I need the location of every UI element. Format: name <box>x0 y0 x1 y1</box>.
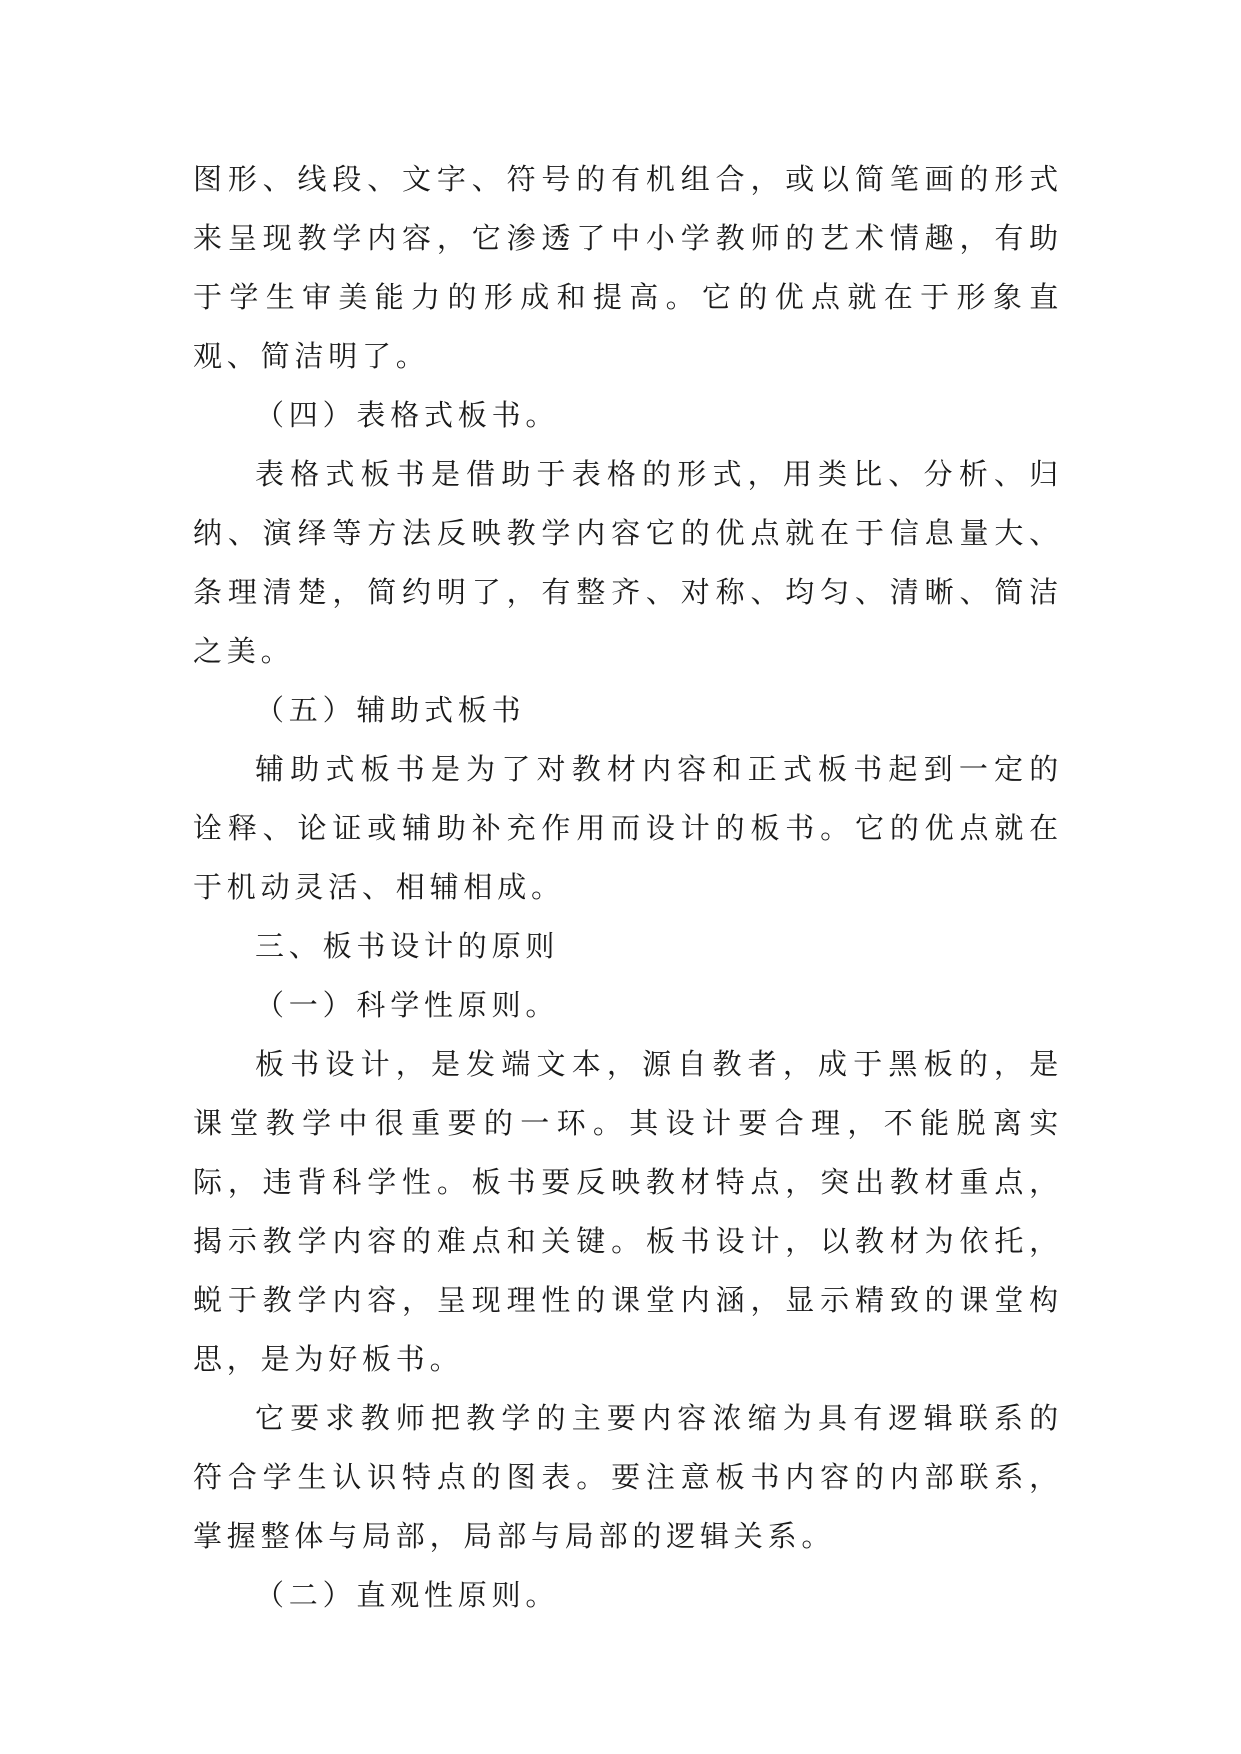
section-heading-principles: 三、板书设计的原则 <box>255 929 560 963</box>
document-page <box>193 150 1063 1625</box>
section-heading-intuitive-principle: （二）直观性原则。 <box>255 1578 560 1612</box>
section-heading-auxiliary-board: （五）辅助式板书 <box>255 693 526 727</box>
paragraph-scientific-principle: 板书设计，是发端文本，源自教者，成于黑板的，是课堂教学中很重要的一环。其设计要合理，不能脱离实际，违背科学性。板书要反映教材特点，突出教材重点，揭示教学内容的难点和关键。板书设计，以教材为依托，蜕于教学内容，呈现理性的课堂内涵，显示精致的课堂构思，是为好板书。 <box>193 1047 1063 1376</box>
paragraph-auxiliary-board: 辅助式板书是为了对教材内容和正式板书起到一定的诠释、论证或辅助补充作用而设计的板书。它的优点就在于机动灵活、相辅相成。 <box>193 752 1063 904</box>
paragraph-table-board: 表格式板书是借助于表格的形式，用类比、分析、归纳、演绎等方法反映教学内容它的优点就在于信息量大、条理清楚，简约明了，有整齐、对称、均匀、清晰、简洁之美。 <box>193 457 1063 668</box>
section-heading-table-board: （四）表格式板书。 <box>255 398 560 432</box>
section-heading-scientific-principle: （一）科学性原则。 <box>255 988 560 1022</box>
paragraph-logic-requirement: 它要求教师把教学的主要内容浓缩为具有逻辑联系的符合学生认识特点的图表。要注意板书内容的内部联系，掌握整体与局部，局部与局部的逻辑关系。 <box>193 1401 1063 1553</box>
paragraph-continuation: 图形、线段、文字、符号的有机组合，或以简笔画的形式来呈现教学内容，它渗透了中小学教师的艺术情趣，有助于学生审美能力的形成和提高。它的优点就在于形象直观、简洁明了。 <box>193 162 1063 373</box>
